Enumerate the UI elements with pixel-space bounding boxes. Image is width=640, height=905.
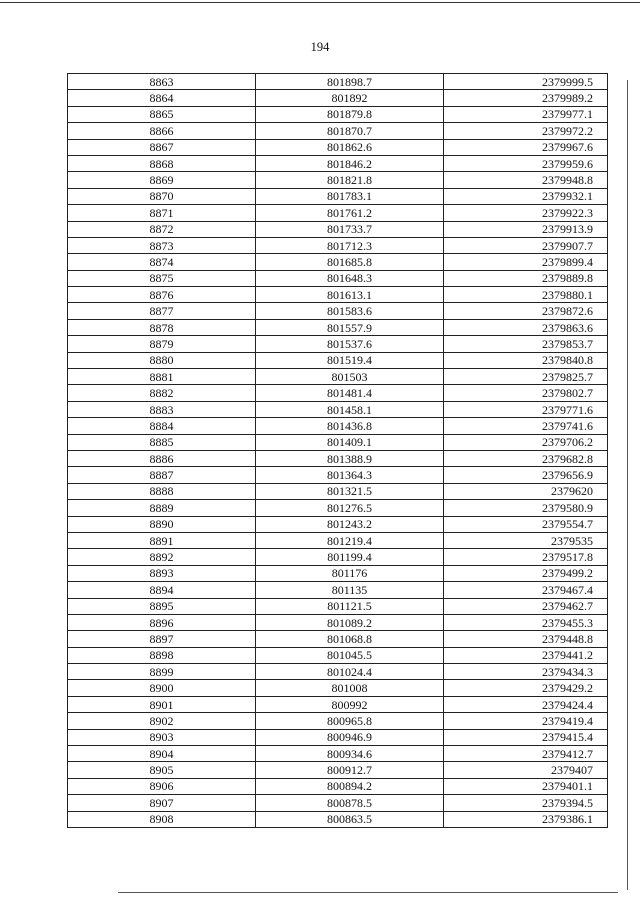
x-coordinate-cell: 801519.4 [256,352,444,368]
table-row [68,582,608,598]
y-coordinate-cell: 2379948.8 [444,172,608,188]
x-coordinate-cell: 801409.1 [256,434,444,450]
y-coordinate-cell: 2379394.5 [444,795,608,811]
table-row [68,450,608,466]
table-row [68,385,608,401]
y-coordinate-cell: 2379419.4 [444,713,608,729]
y-coordinate-cell: 2379872.6 [444,303,608,319]
point-number-cell: 8907 [68,795,256,811]
y-coordinate-cell: 2379434.3 [444,664,608,680]
point-number-cell: 8866 [68,123,256,139]
y-coordinate-cell: 2379429.2 [444,680,608,696]
scan-edge-line [627,80,628,890]
table-row [68,74,608,90]
x-coordinate-cell: 801199.4 [256,549,444,565]
point-number-cell: 8899 [68,664,256,680]
x-coordinate-cell: 801557.9 [256,319,444,335]
y-coordinate-cell: 2379455.3 [444,614,608,630]
point-number-cell: 8878 [68,319,256,335]
table-row [68,287,608,303]
x-coordinate-cell: 801685.8 [256,254,444,270]
x-coordinate-cell: 801364.3 [256,467,444,483]
point-number-cell: 8897 [68,631,256,647]
point-number-cell: 8898 [68,647,256,663]
point-number-cell: 8894 [68,582,256,598]
table-row [68,483,608,499]
point-number-cell: 8890 [68,516,256,532]
point-number-cell: 8880 [68,352,256,368]
point-number-cell: 8895 [68,598,256,614]
y-coordinate-cell: 2379580.9 [444,500,608,516]
table-row [68,549,608,565]
x-coordinate-cell: 800992 [256,696,444,712]
x-coordinate-cell: 801648.3 [256,270,444,286]
y-coordinate-cell: 2379802.7 [444,385,608,401]
y-coordinate-cell: 2379462.7 [444,598,608,614]
y-coordinate-cell: 2379401.1 [444,778,608,794]
y-coordinate-cell: 2379771.6 [444,401,608,417]
point-number-cell: 8879 [68,336,256,352]
y-coordinate-cell: 2379880.1 [444,287,608,303]
x-coordinate-cell: 801121.5 [256,598,444,614]
x-coordinate-cell: 801613.1 [256,287,444,303]
table-row [68,631,608,647]
point-number-cell: 8904 [68,746,256,762]
y-coordinate-cell: 2379741.6 [444,418,608,434]
y-coordinate-cell: 2379913.9 [444,221,608,237]
y-coordinate-cell: 2379682.8 [444,450,608,466]
table-row [68,516,608,532]
point-number-cell: 8889 [68,500,256,516]
x-coordinate-cell: 801846.2 [256,155,444,171]
x-coordinate-cell: 801024.4 [256,664,444,680]
table-row [68,598,608,614]
x-coordinate-cell: 800912.7 [256,762,444,778]
x-coordinate-cell: 801243.2 [256,516,444,532]
scan-edge-line [118,892,618,893]
table-row [68,205,608,221]
table-row [68,778,608,794]
y-coordinate-cell: 2379840.8 [444,352,608,368]
x-coordinate-cell: 801089.2 [256,614,444,630]
point-number-cell: 8881 [68,369,256,385]
y-coordinate-cell: 2379554.7 [444,516,608,532]
x-coordinate-cell: 801008 [256,680,444,696]
point-number-cell: 8882 [68,385,256,401]
point-number-cell: 8875 [68,270,256,286]
y-coordinate-cell: 2379415.4 [444,729,608,745]
x-coordinate-cell: 800878.5 [256,795,444,811]
y-coordinate-cell: 2379467.4 [444,582,608,598]
x-coordinate-cell: 801583.6 [256,303,444,319]
table-row [68,237,608,253]
x-coordinate-cell: 800894.2 [256,778,444,794]
point-number-cell: 8885 [68,434,256,450]
table-row [68,729,608,745]
point-number-cell: 8883 [68,401,256,417]
x-coordinate-cell: 801176 [256,565,444,581]
x-coordinate-cell: 801068.8 [256,631,444,647]
y-coordinate-cell: 2379412.7 [444,746,608,762]
table-row [68,90,608,106]
table-row [68,746,608,762]
table-row [68,369,608,385]
y-coordinate-cell: 2379407 [444,762,608,778]
y-coordinate-cell: 2379448.8 [444,631,608,647]
y-coordinate-cell: 2379499.2 [444,565,608,581]
point-number-cell: 8869 [68,172,256,188]
point-number-cell: 8902 [68,713,256,729]
point-number-cell: 8905 [68,762,256,778]
point-number-cell: 8886 [68,450,256,466]
table-row [68,713,608,729]
table-row [68,172,608,188]
table-row [68,270,608,286]
table-row [68,254,608,270]
x-coordinate-cell: 800863.5 [256,811,444,827]
y-coordinate-cell: 2379972.2 [444,123,608,139]
point-number-cell: 8877 [68,303,256,319]
x-coordinate-cell: 801458.1 [256,401,444,417]
table-row [68,532,608,548]
table-row [68,303,608,319]
y-coordinate-cell: 2379863.6 [444,319,608,335]
x-coordinate-cell: 801388.9 [256,450,444,466]
table-row [68,811,608,827]
point-number-cell: 8892 [68,549,256,565]
x-coordinate-cell: 800965.8 [256,713,444,729]
scan-edge-line [0,2,640,3]
table-row [68,565,608,581]
x-coordinate-cell: 801733.7 [256,221,444,237]
y-coordinate-cell: 2379889.8 [444,270,608,286]
y-coordinate-cell: 2379959.6 [444,155,608,171]
y-coordinate-cell: 2379932.1 [444,188,608,204]
y-coordinate-cell: 2379656.9 [444,467,608,483]
table-row [68,664,608,680]
y-coordinate-cell: 2379922.3 [444,205,608,221]
x-coordinate-cell: 801276.5 [256,500,444,516]
coordinate-table-body [68,74,608,828]
point-number-cell: 8867 [68,139,256,155]
table-row [68,106,608,122]
point-number-cell: 8884 [68,418,256,434]
table-row [68,696,608,712]
y-coordinate-cell: 2379706.2 [444,434,608,450]
table-row [68,401,608,417]
x-coordinate-cell: 800946.9 [256,729,444,745]
table-row [68,221,608,237]
y-coordinate-cell: 2379977.1 [444,106,608,122]
table-row [68,319,608,335]
point-number-cell: 8876 [68,287,256,303]
point-number-cell: 8901 [68,696,256,712]
y-coordinate-cell: 2379517.8 [444,549,608,565]
point-number-cell: 8906 [68,778,256,794]
table-row [68,188,608,204]
point-number-cell: 8874 [68,254,256,270]
point-number-cell: 8871 [68,205,256,221]
x-coordinate-cell: 801503 [256,369,444,385]
table-row [68,418,608,434]
y-coordinate-cell: 2379907.7 [444,237,608,253]
table-row [68,680,608,696]
point-number-cell: 8908 [68,811,256,827]
y-coordinate-cell: 2379441.2 [444,647,608,663]
point-number-cell: 8893 [68,565,256,581]
x-coordinate-cell: 801436.8 [256,418,444,434]
x-coordinate-cell: 801821.8 [256,172,444,188]
y-coordinate-cell: 2379386.1 [444,811,608,827]
table-row [68,139,608,155]
table-row [68,434,608,450]
table-row [68,155,608,171]
page-number: 194 [310,40,330,54]
y-coordinate-cell: 2379967.6 [444,139,608,155]
y-coordinate-cell: 2379825.7 [444,369,608,385]
point-number-cell: 8896 [68,614,256,630]
table-row [68,467,608,483]
coordinate-table [67,73,608,828]
table-row [68,614,608,630]
y-coordinate-cell: 2379999.5 [444,74,608,90]
point-number-cell: 8863 [68,74,256,90]
point-number-cell: 8903 [68,729,256,745]
x-coordinate-cell: 801879.8 [256,106,444,122]
table-row [68,500,608,516]
x-coordinate-cell: 801898.7 [256,74,444,90]
point-number-cell: 8888 [68,483,256,499]
point-number-cell: 8864 [68,90,256,106]
y-coordinate-cell: 2379424.4 [444,696,608,712]
y-coordinate-cell: 2379899.4 [444,254,608,270]
point-number-cell: 8872 [68,221,256,237]
x-coordinate-cell: 801862.6 [256,139,444,155]
y-coordinate-cell: 2379620 [444,483,608,499]
x-coordinate-cell: 801761.2 [256,205,444,221]
x-coordinate-cell: 801481.4 [256,385,444,401]
point-number-cell: 8870 [68,188,256,204]
y-coordinate-cell: 2379535 [444,532,608,548]
x-coordinate-cell: 801321.5 [256,483,444,499]
x-coordinate-cell: 801892 [256,90,444,106]
table-row [68,336,608,352]
point-number-cell: 8900 [68,680,256,696]
x-coordinate-cell: 800934.6 [256,746,444,762]
point-number-cell: 8891 [68,532,256,548]
table-row [68,123,608,139]
x-coordinate-cell: 801537.6 [256,336,444,352]
table-row [68,352,608,368]
x-coordinate-cell: 801712.3 [256,237,444,253]
point-number-cell: 8887 [68,467,256,483]
x-coordinate-cell: 801870.7 [256,123,444,139]
x-coordinate-cell: 801045.5 [256,647,444,663]
y-coordinate-cell: 2379853.7 [444,336,608,352]
x-coordinate-cell: 801783.1 [256,188,444,204]
table-row [68,647,608,663]
x-coordinate-cell: 801219.4 [256,532,444,548]
point-number-cell: 8868 [68,155,256,171]
point-number-cell: 8873 [68,237,256,253]
table-row [68,762,608,778]
point-number-cell: 8865 [68,106,256,122]
table-row [68,795,608,811]
y-coordinate-cell: 2379989.2 [444,90,608,106]
x-coordinate-cell: 801135 [256,582,444,598]
